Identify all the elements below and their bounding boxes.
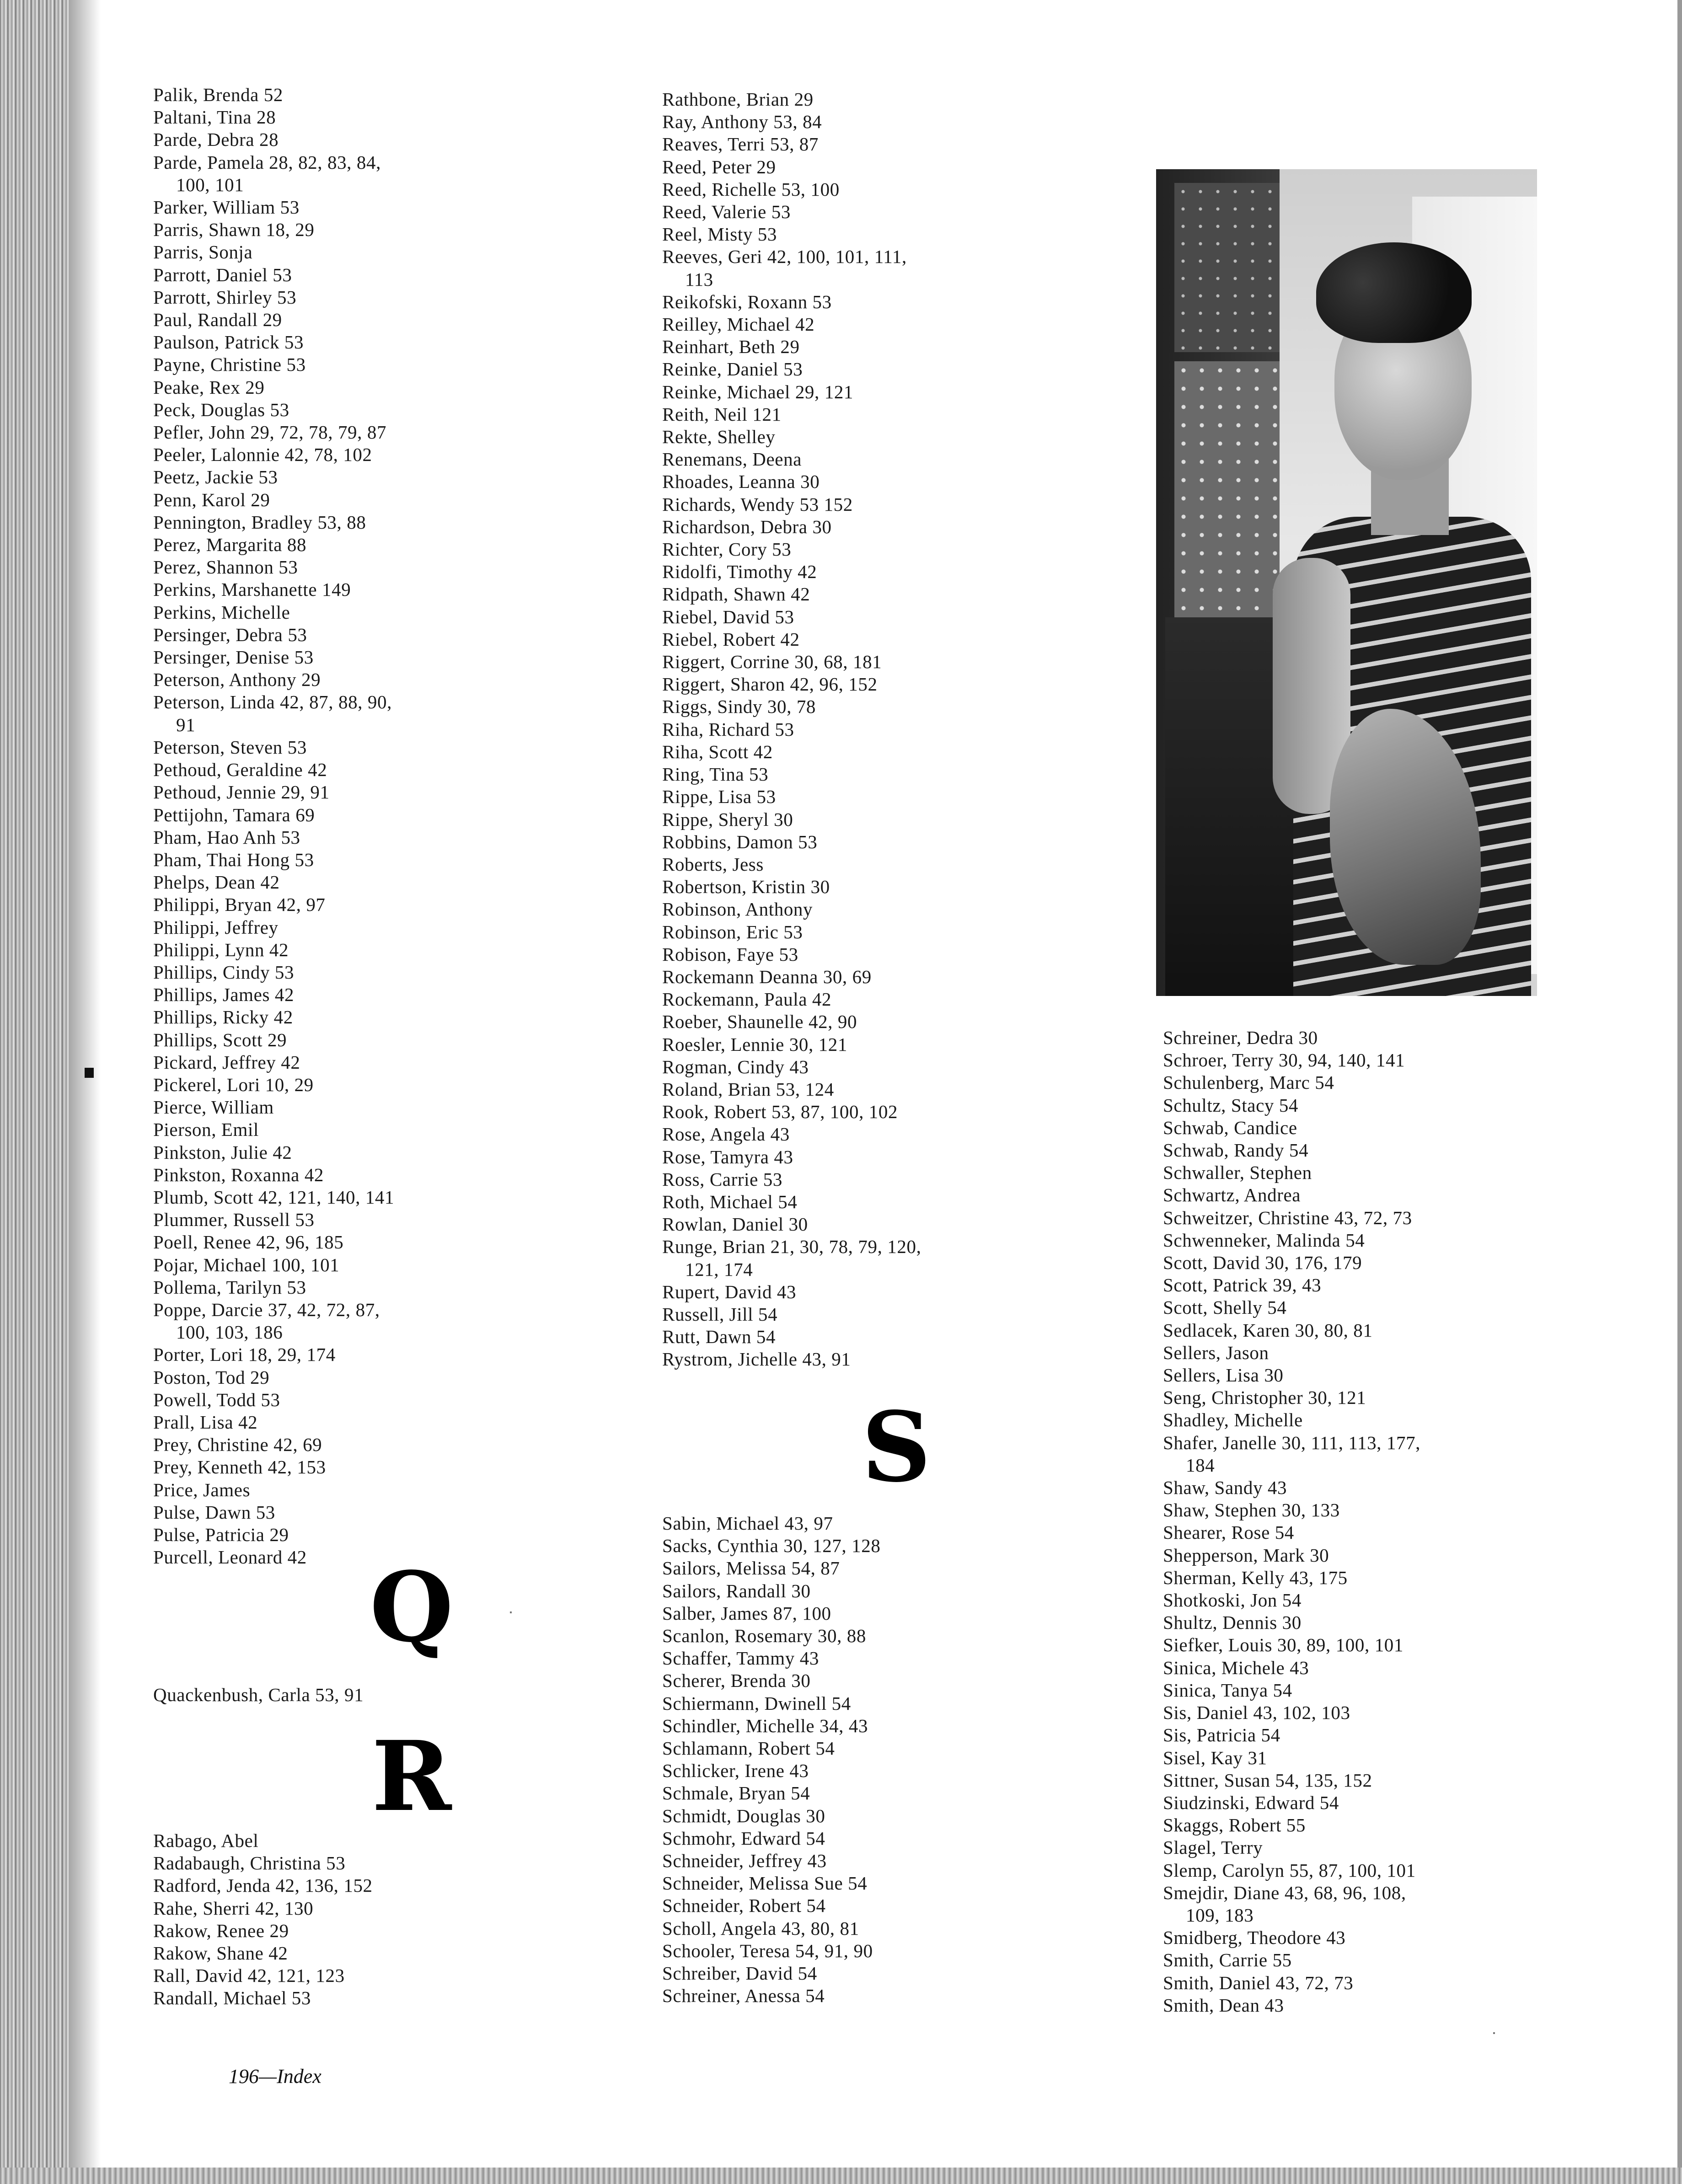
index-entry: Richardson, Debra 30	[662, 516, 832, 537]
index-entry: Perez, Margarita 88	[153, 534, 307, 556]
index-entry: Schulenberg, Marc 54	[1163, 1072, 1334, 1093]
index-entry: Rook, Robert 53, 87, 100, 102	[662, 1101, 898, 1123]
index-entry: Ray, Anthony 53, 84	[662, 111, 822, 133]
index-entry: 100, 103, 186	[176, 1322, 283, 1343]
index-entry: Richards, Wendy 53 152	[662, 493, 853, 515]
index-entry: Robertson, Kristin 30	[662, 876, 830, 898]
index-entry: Skaggs, Robert 55	[1163, 1815, 1306, 1836]
index-entry: Peake, Rex 29	[153, 376, 265, 398]
index-entry: Shotkoski, Jon 54	[1163, 1590, 1302, 1611]
index-entry: Scherer, Brenda 30	[662, 1670, 811, 1692]
index-entry: Sis, Daniel 43, 102, 103	[1163, 1702, 1350, 1724]
index-entry: Pethoud, Jennie 29, 91	[153, 782, 330, 803]
index-entry: Reinke, Michael 29, 121	[662, 381, 854, 402]
index-entry: Runge, Brian 21, 30, 78, 79, 120,	[662, 1236, 921, 1258]
index-entry: Plummer, Russell 53	[153, 1209, 315, 1231]
index-entry: Schlicker, Irene 43	[662, 1760, 809, 1782]
index-entry: Rippe, Sheryl 30	[662, 808, 793, 830]
index-list-r	[153, 1830, 373, 2010]
index-entry: Scanlon, Rosemary 30, 88	[662, 1625, 866, 1647]
index-entry: Rose, Tamyra 43	[662, 1146, 793, 1167]
index-entry: Reaves, Terri 53, 87	[662, 134, 819, 155]
index-entry: Shaw, Sandy 43	[1163, 1477, 1287, 1499]
index-entry: Pham, Thai Hong 53	[153, 849, 314, 870]
photo-pegboard-panel	[1174, 183, 1280, 352]
index-entry: Pham, Hao Anh 53	[153, 826, 300, 848]
photo-pegboard-panel	[1174, 361, 1280, 617]
print-speck	[510, 1611, 512, 1613]
index-entry: Smith, Dean 43	[1163, 1994, 1284, 2016]
index-entry: Pinkston, Roxanna 42	[153, 1164, 324, 1185]
index-entry: Sherman, Kelly 43, 175	[1163, 1567, 1348, 1588]
index-entry: Slemp, Carolyn 55, 87, 100, 101	[1163, 1859, 1416, 1881]
index-entry: Parde, Pamela 28, 82, 83, 84,	[153, 151, 381, 173]
index-entry: Philippi, Lynn 42	[153, 939, 289, 960]
index-entry: Robinson, Anthony	[662, 899, 813, 920]
index-entry: 91	[176, 714, 196, 735]
index-entry: Phillips, James 42	[153, 984, 295, 1006]
book-page-edges	[0, 0, 69, 2184]
index-entry: Scholl, Angela 43, 80, 81	[662, 1917, 859, 1939]
index-entry: Schlamann, Robert 54	[662, 1738, 835, 1759]
index-list-q	[153, 1684, 364, 1706]
index-entry: Parrott, Daniel 53	[153, 264, 292, 285]
index-entry: Phillips, Scott 29	[153, 1029, 287, 1050]
index-entry: Schwartz, Andrea	[1163, 1184, 1301, 1206]
index-entry: Schaffer, Tammy 43	[662, 1648, 819, 1669]
index-entry: Riha, Scott 42	[662, 741, 773, 762]
index-entry: Ridpath, Shawn 42	[662, 583, 810, 605]
index-entry: Pojar, Michael 100, 101	[153, 1254, 340, 1275]
index-entry: Pickard, Jeffrey 42	[153, 1051, 300, 1073]
index-entry: Rakow, Renee 29	[153, 1920, 289, 1941]
index-entry: 113	[685, 268, 713, 290]
index-entry: Powell, Todd 53	[153, 1389, 280, 1410]
index-entry: Peterson, Steven 53	[153, 736, 307, 758]
index-entry: Schmale, Bryan 54	[662, 1783, 810, 1804]
index-entry: Reikofski, Roxann 53	[662, 291, 832, 312]
index-entry: Paul, Randall 29	[153, 309, 282, 331]
index-entry: Renemans, Deena	[662, 449, 802, 470]
index-entry: Rippe, Lisa 53	[662, 786, 776, 808]
index-entry: Scott, Shelly 54	[1163, 1297, 1287, 1318]
photo-hair	[1316, 242, 1472, 343]
index-entry: Parris, Sonja	[153, 241, 253, 263]
index-entry: Randall, Michael 53	[153, 1987, 311, 2009]
index-entry: Poston, Tod 29	[153, 1366, 270, 1388]
index-entry: Smidberg, Theodore 43	[1163, 1927, 1346, 1948]
index-entry: Roeber, Shaunelle 42, 90	[662, 1011, 857, 1033]
section-letter-r: R	[371, 1720, 452, 1833]
index-entry: 121, 174	[685, 1258, 753, 1280]
index-entry: Rogman, Cindy 43	[662, 1056, 809, 1077]
index-entry: Phelps, Dean 42	[153, 872, 280, 893]
index-entry: Schneider, Melissa Sue 54	[662, 1873, 868, 1894]
index-entry: Quackenbush, Carla 53, 91	[153, 1684, 364, 1705]
index-entry: Reinhart, Beth 29	[662, 336, 800, 358]
margin-mark	[85, 1068, 94, 1078]
index-entry: Poell, Renee 42, 96, 185	[153, 1231, 344, 1253]
index-entry: Rhoades, Leanna 30	[662, 471, 820, 492]
index-entry: Shearer, Rose 54	[1163, 1522, 1294, 1543]
index-entry: Plumb, Scott 42, 121, 140, 141	[153, 1186, 395, 1208]
index-entry: Reel, Misty 53	[662, 224, 777, 245]
index-entry: Rose, Angela 43	[662, 1124, 790, 1145]
index-entry: Radford, Jenda 42, 136, 152	[153, 1875, 373, 1896]
index-entry: Philippi, Bryan 42, 97	[153, 894, 326, 915]
index-entry: Schneider, Robert 54	[662, 1895, 826, 1916]
index-entry: Reith, Neil 121	[662, 403, 782, 425]
index-entry: Shultz, Dennis 30	[1163, 1612, 1302, 1633]
index-entry: Parde, Debra 28	[153, 129, 279, 150]
index-entry: Riha, Richard 53	[662, 718, 794, 740]
index-entry: Schindler, Michelle 34, 43	[662, 1715, 868, 1736]
index-entry: Reed, Valerie 53	[662, 201, 791, 223]
index-entry: Reeves, Geri 42, 100, 101, 111,	[662, 246, 907, 268]
index-entry: Reilley, Michael 42	[662, 314, 815, 335]
index-entry: Reinke, Daniel 53	[662, 359, 803, 380]
index-entry: Seng, Christopher 30, 121	[1163, 1387, 1366, 1408]
index-entry: 184	[1186, 1454, 1215, 1476]
index-entry: Phillips, Cindy 53	[153, 961, 295, 983]
index-list-s	[662, 1512, 880, 2007]
index-entry: Poppe, Darcie 37, 42, 72, 87,	[153, 1299, 380, 1320]
index-entry: Pettijohn, Tamara 69	[153, 804, 315, 825]
index-entry: Sailors, Melissa 54, 87	[662, 1558, 840, 1579]
index-entry: Pulse, Patricia 29	[153, 1524, 289, 1545]
index-entry: Pefler, John 29, 72, 78, 79, 87	[153, 422, 387, 443]
index-entry: Schroer, Terry 30, 94, 140, 141	[1163, 1049, 1405, 1071]
index-entry: Pinkston, Julie 42	[153, 1141, 292, 1163]
index-entry: Sellers, Lisa 30	[1163, 1365, 1284, 1386]
index-entry: Schooler, Teresa 54, 91, 90	[662, 1940, 873, 1961]
index-entry: Perkins, Marshanette 149	[153, 579, 351, 600]
index-entry: Reed, Peter 29	[662, 156, 776, 177]
index-entry: Perkins, Michelle	[153, 601, 290, 623]
index-entry: Riggs, Sindy 30, 78	[662, 696, 816, 717]
index-entry: Schmidt, Douglas 30	[662, 1805, 825, 1826]
index-entry: Siefker, Louis 30, 89, 100, 101	[1163, 1634, 1403, 1656]
index-entry: Ridolfi, Timothy 42	[662, 561, 817, 583]
index-entry: Phillips, Ricky 42	[153, 1006, 293, 1028]
index-entry: Schneider, Jeffrey 43	[662, 1850, 827, 1872]
index-entry: Penn, Karol 29	[153, 489, 270, 510]
index-entry: Robison, Faye 53	[662, 943, 798, 965]
index-entry: Parrott, Shirley 53	[153, 286, 297, 308]
index-entry: Rabago, Abel	[153, 1830, 259, 1851]
print-speck	[1493, 2032, 1495, 2034]
index-entry: Russell, Jill 54	[662, 1303, 778, 1325]
index-entry: Price, James	[153, 1479, 251, 1500]
index-entry: Schmohr, Edward 54	[662, 1827, 825, 1849]
section-letter-q: Q	[370, 1551, 454, 1664]
index-entry: Rowlan, Daniel 30	[662, 1214, 808, 1235]
index-entry: Riebel, Robert 42	[662, 628, 800, 650]
index-entry: Shadley, Michelle	[1163, 1409, 1303, 1431]
index-entry: Prall, Lisa 42	[153, 1411, 258, 1433]
index-entry: Siudzinski, Edward 54	[1163, 1792, 1339, 1813]
student-photograph	[1156, 169, 1537, 996]
index-entry: Schreiner, Anessa 54	[662, 1985, 825, 2007]
index-entry: Schreiber, David 54	[662, 1963, 817, 1984]
index-entry: Smith, Carrie 55	[1163, 1949, 1292, 1971]
index-entry: Riggert, Sharon 42, 96, 152	[662, 674, 878, 695]
index-entry: Shafer, Janelle 30, 111, 113, 177,	[1163, 1432, 1421, 1453]
index-entry: Palik, Brenda 52	[153, 84, 284, 105]
index-entry: Prey, Kenneth 42, 153	[153, 1456, 326, 1478]
index-column-p	[153, 84, 556, 1568]
index-entry: Sellers, Jason	[1163, 1342, 1269, 1363]
index-entry: Roberts, Jess	[662, 853, 764, 875]
index-entry: Peterson, Anthony 29	[153, 669, 321, 691]
index-entry: Schwenneker, Malinda 54	[1163, 1229, 1365, 1251]
index-entry: Prey, Christine 42, 69	[153, 1434, 322, 1456]
index-entry: Roesler, Lennie 30, 121	[662, 1033, 847, 1055]
index-entry: Riebel, David 53	[662, 606, 794, 627]
index-entry: 100, 101	[176, 174, 244, 195]
index-entry: Pulse, Dawn 53	[153, 1501, 275, 1523]
index-entry: Sacks, Cynthia 30, 127, 128	[662, 1535, 881, 1557]
index-entry: Peeler, Lalonnie 42, 78, 102	[153, 444, 372, 466]
index-entry: Sisel, Kay 31	[1163, 1747, 1267, 1768]
index-entry: Robinson, Eric 53	[662, 921, 803, 942]
index-entry: Peck, Douglas 53	[153, 399, 289, 420]
index-entry: Sis, Patricia 54	[1163, 1724, 1280, 1746]
index-entry: Schwab, Randy 54	[1163, 1140, 1309, 1161]
index-entry: Purcell, Leonard 42	[153, 1547, 307, 1568]
index-entry: Ring, Tina 53	[662, 764, 769, 785]
index-entry: Peterson, Linda 42, 87, 88, 90,	[153, 691, 392, 713]
right-page-edge	[1677, 0, 1682, 2184]
index-entry: Rakow, Shane 42	[153, 1943, 288, 1964]
index-entry: Rockemann Deanna 30, 69	[662, 966, 872, 987]
index-entry: Rockemann, Paula 42	[662, 989, 832, 1010]
index-entry: Sailors, Randall 30	[662, 1580, 811, 1601]
index-column-s	[1163, 1027, 1575, 2017]
page-footer: 196—Index	[229, 2065, 321, 2088]
index-entry: Schiermann, Dwinell 54	[662, 1692, 851, 1714]
index-entry: Shaw, Stephen 30, 133	[1163, 1499, 1340, 1521]
index-entry: Schweitzer, Christine 43, 72, 73	[1163, 1207, 1412, 1228]
index-entry: Persinger, Denise 53	[153, 647, 314, 668]
index-entry: Pollema, Tarilyn 53	[153, 1276, 306, 1298]
index-entry: Parker, William 53	[153, 197, 300, 218]
index-entry: Persinger, Debra 53	[153, 624, 307, 645]
index-entry: Sinica, Michele 43	[1163, 1657, 1309, 1678]
index-entry: Peetz, Jackie 53	[153, 466, 278, 488]
index-entry: Rathbone, Brian 29	[662, 89, 814, 110]
index-entry: Ross, Carrie 53	[662, 1168, 782, 1190]
index-entry: Schwab, Candice	[1163, 1117, 1297, 1138]
index-entry: Sinica, Tanya 54	[1163, 1679, 1292, 1701]
index-entry: Sedlacek, Karen 30, 80, 81	[1163, 1319, 1373, 1341]
index-entry: Richter, Cory 53	[662, 539, 792, 560]
index-entry: 109, 183	[1186, 1904, 1254, 1926]
index-entry: Pennington, Bradley 53, 88	[153, 511, 366, 533]
index-entry: Salber, James 87, 100	[662, 1602, 831, 1624]
index-entry: Radabaugh, Christina 53	[153, 1852, 346, 1874]
index-entry: Sabin, Michael 43, 97	[662, 1513, 833, 1534]
index-entry: Perez, Shannon 53	[153, 557, 298, 578]
index-entry: Parris, Shawn 18, 29	[153, 219, 315, 241]
bottom-page-edge	[0, 2168, 1682, 2184]
index-entry: Rutt, Dawn 54	[662, 1326, 776, 1348]
index-entry: Reed, Richelle 53, 100	[662, 178, 840, 200]
index-entry: Robbins, Damon 53	[662, 831, 818, 852]
index-entry: Roland, Brian 53, 124	[662, 1078, 834, 1100]
index-entry: Philippi, Jeffrey	[153, 916, 279, 938]
index-entry: Paulson, Patrick 53	[153, 332, 304, 353]
index-entry: Pethoud, Geraldine 42	[153, 759, 327, 781]
index-entry: Riggert, Corrine 30, 68, 181	[662, 651, 882, 673]
index-entry: Rystrom, Jichelle 43, 91	[662, 1349, 851, 1370]
index-entry: Pickerel, Lori 10, 29	[153, 1074, 314, 1095]
index-entry: Scott, Patrick 39, 43	[1163, 1274, 1322, 1296]
index-entry: Schultz, Stacy 54	[1163, 1094, 1299, 1116]
index-entry: Pierce, William	[153, 1097, 274, 1118]
index-entry: Smejdir, Diane 43, 68, 96, 108,	[1163, 1882, 1406, 1903]
index-entry: Roth, Michael 54	[662, 1191, 798, 1212]
index-entry: Scott, David 30, 176, 179	[1163, 1252, 1362, 1274]
index-entry: Slagel, Terry	[1163, 1837, 1263, 1858]
index-entry: Schreiner, Dedra 30	[1163, 1027, 1318, 1048]
index-entry: Rupert, David 43	[662, 1281, 797, 1302]
index-entry: Smith, Daniel 43, 72, 73	[1163, 1972, 1354, 1993]
index-entry: Rekte, Shelley	[662, 426, 776, 448]
index-entry: Schwaller, Stephen	[1163, 1162, 1312, 1183]
index-entry: Shepperson, Mark 30	[1163, 1544, 1329, 1566]
index-column-r	[662, 88, 1083, 1371]
index-entry: Porter, Lori 18, 29, 174	[153, 1344, 336, 1365]
index-entry: Rall, David 42, 121, 123	[153, 1965, 345, 1986]
index-entry: Payne, Christine 53	[153, 354, 306, 375]
index-entry: Paltani, Tina 28	[153, 107, 276, 128]
section-letter-s: S	[862, 1391, 931, 1504]
index-entry: Sittner, Susan 54, 135, 152	[1163, 1769, 1372, 1791]
index-entry: Pierson, Emil	[153, 1119, 259, 1140]
binding-shadow	[69, 0, 101, 2184]
index-entry: Rahe, Sherri 42, 130	[153, 1897, 314, 1919]
